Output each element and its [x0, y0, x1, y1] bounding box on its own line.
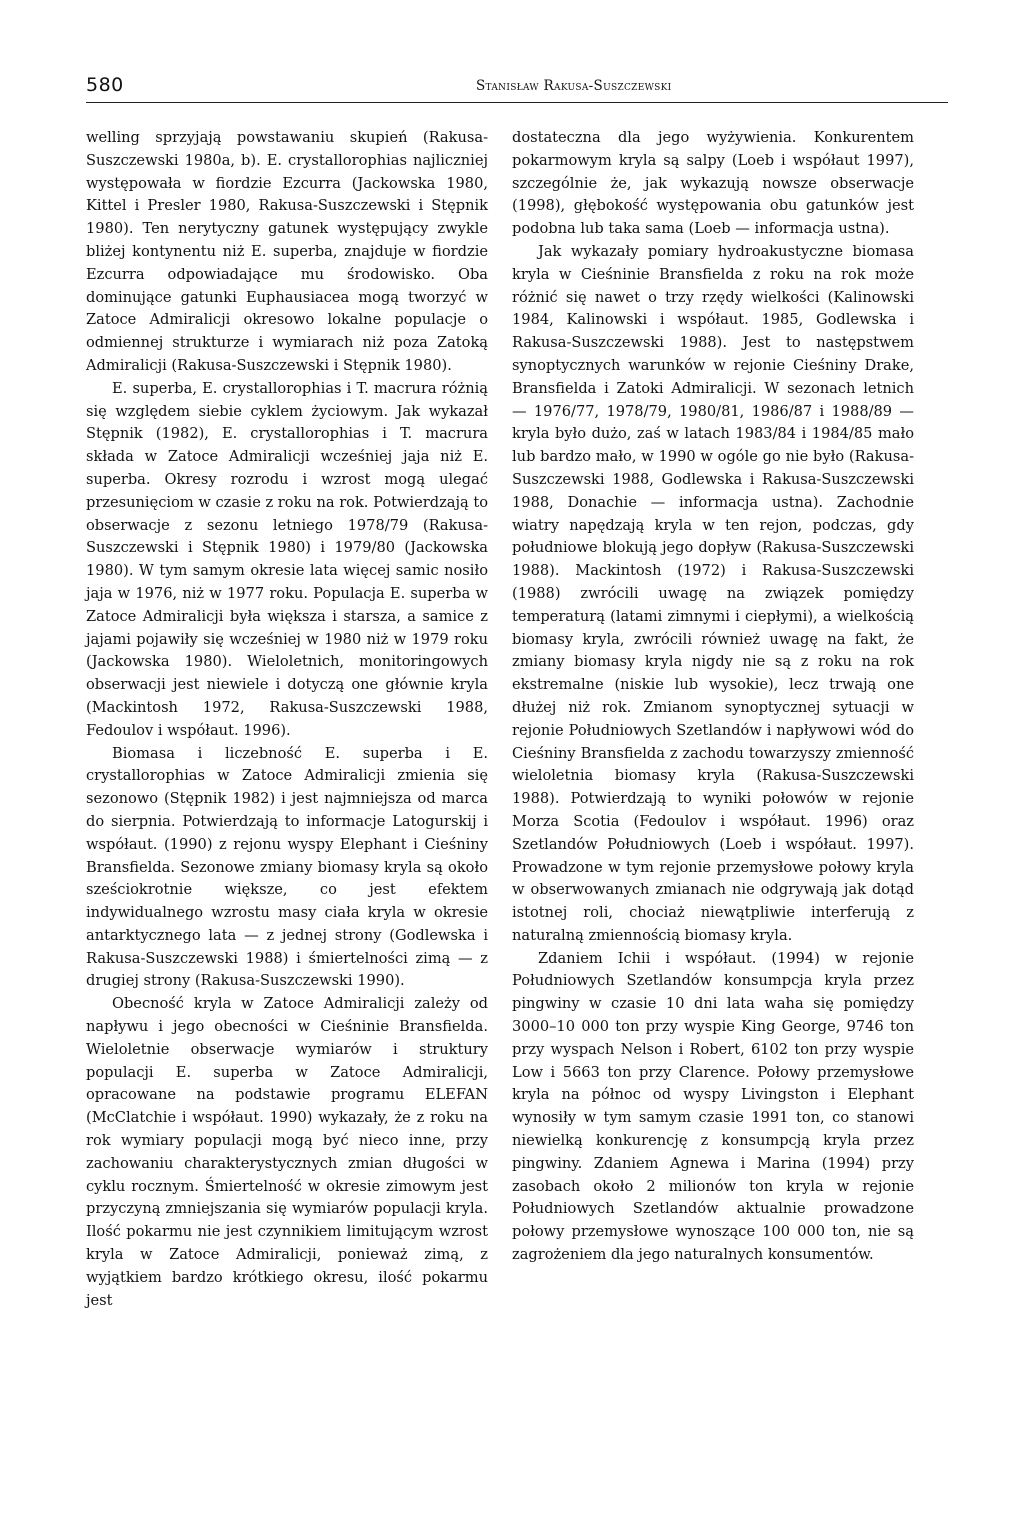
- page-header: [86, 72, 948, 103]
- left-text-column: [86, 127, 488, 1312]
- left-paragraph-2: E. superba, E. crystallorophias i T. macrura różnią się względem siebie cyklem życiowym. Jak wykazał Stępnik (1982), E. crystallorophias i T. macrura składa w Zatoce Admiralicji wcześniej jaja niż E. superba. Okresy rozrodu i wzrost mogą ulegać przesunięciom w czasie z roku na rok. Potwierdzają to obserwacje z sezonu letniego 1978/79 (Rakusa-Suszczewski i Stępnik 1980) i 1979/80 (Jackowska 1980). W tym samym okresie lata więcej samic nosiło jaja w 1976, niż w 1977 roku. Populacja E. superba w Zatoce Admiralicji była większa i starsza, a samice z jajami pojawiły się wcześniej w 1980 niż w 1979 roku (Jackowska 1980). Wieloletnich, monitoringowych obserwacji jest niewiele i dotyczą one głównie kryla (Mackintosh 1972, Rakusa-Suszczewski 1988, Fedoulov i współaut. 1996).: [86, 379, 488, 739]
- right-paragraph-1: dostateczna dla jego wyżywienia. Konkurentem pokarmowym kryla są salpy (Loeb i współaut 1997), szczególnie że, jak wykazują nowsze obserwacje (1998), głębokość występowania obu gatunków jest podobna lub taka sama (Loeb — informacja ustna).: [512, 129, 914, 238]
- page-number: 580: [86, 74, 124, 96]
- left-paragraph-4: Obecność kryla w Zatoce Admiralicji zależy od napływu i jego obecności w Cieśninie Bransfielda. Wieloletnie obserwacje wymiarów i struktury populacji E. superba w Zatoce Admiralicji, opracowane na podstawie programu ELEFAN (McClatchie i współaut. 1990) wykazały, że z roku na rok wymiary populacji mogą być nieco inne, przy zachowaniu charakterystycznych zmian długości w cyklu rocznym. Śmiertelność w okresie zimowym jest przyczyną zmniejszania się wymiarów populacji kryla. Ilość pokarmu nie jest czynnikiem limitującym wzrost kryla w Zatoce Admiralicji, ponieważ zimą, z wyjątkiem bardzo krótkiego okresu, ilość pokarmu jest: [86, 995, 488, 1309]
- left-paragraph-3: Biomasa i liczebność E. superba i E. crystallorophias w Zatoce Admiralicji zmienia się sezonowo (Stępnik 1982) i jest najmniejsza od marca do sierpnia. Potwierdzają to informacje Latogurskij i współaut. (1990) z rejonu wyspy Elephant i Cieśniny Bransfielda. Sezonowe zmiany biomasy kryla są około sześciokrotnie większe, co jest efektem indywidualnego wzrostu masy ciała kryla w okresie antarktycznego lata — z jednej strony (Godlewska i Rakusa-Suszczewski 1988) i śmiertelności zimą — z drugiej strony (Rakusa-Suszczewski 1990).: [86, 744, 488, 990]
- running-head-author: Stanisław Rakusa-Suszczewski: [476, 78, 672, 94]
- right-paragraph-3: Zdaniem Ichii i współaut. (1994) w rejonie Południowych Szetlandów konsumpcja kryla przez pingwiny w czasie 10 dni lata waha się pomiędzy 3000–10 000 ton przy wyspie King George, 9746 ton przy wyspach Nelson i Robert, 6102 ton przy wyspie Low i 5663 ton przy Clarence. Połowy przemysłowe kryla na północ od wyspy Livingston i Elephant wynosiły w tym samym czasie 1991 ton, co stanowi niewielką konkurencję z konsumpcją kryla przez pingwiny. Zdaniem Agnewa i Marina (1994) przy zasobach około 2 milionów ton kryla w rejonie Południowych Szetlandów aktualnie prowadzone połowy przemysłowe wynoszące 100 000 ton, nie są zagrożeniem dla jego naturalnych konsumentów.: [512, 949, 914, 1264]
- left-paragraph-1: welling sprzyjają powstawaniu skupień (Rakusa-Suszczewski 1980a, b). E. crystallorophias najliczniej występowała w fiordzie Ezcurra (Jackowska 1980, Kittel i Presler 1980, Rakusa-Suszczewski i Stępnik 1980). Ten nerytyczny gatunek występujący zwykle bliżej kontynentu niż E. superba, znajduje w fiordzie Ezcurra odpowiadające mu środowisko. Oba dominujące gatunki Euphausiacea mogą tworzyć w Zatoce Admiralicji okresowo lokalne populacje o odmiennej strukturze i wymiarach niż poza Zatoką Admiralicji (Rakusa-Suszczewski i Stępnik 1980).: [86, 129, 488, 374]
- right-text-column: [512, 127, 914, 1267]
- right-paragraph-2: Jak wykazały pomiary hydroakustyczne biomasa kryla w Cieśninie Bransfielda z roku na rok może różnić się nawet o trzy rzędy wielkości (Kalinowski 1984, Kalinowski i współaut. 1985, Godlewska i Rakusa-Suszczewski 1988). Jest to następstwem synoptycznych warunków w rejonie Cieśniny Drake, Bransfielda i Zatoki Admiralicji. W sezonach letnich — 1976/77, 1978/79, 1980/81, 1986/87 i 1988/89 — kryla było dużo, zaś w latach 1983/84 i 1984/85 mało lub bardzo mało, w 1990 w ogóle go nie było (Rakusa-Suszczewski 1988, Godlewska i Rakusa-Suszczewski 1988, Donachie — informacja ustna). Zachodnie wiatry napędzają kryla w ten rejon, podczas, gdy południowe blokują jego dopływ (Rakusa-Suszczewski 1988). Mackintosh (1972) i Rakusa-Suszczewski (1988) zwrócili uwagę na związek pomiędzy temperaturą (latami zimnymi i ciepłymi), a wielkością biomasy kryla, zwrócili również uwagę na fakt, że zmiany biomasy kryla nigdy nie są z roku na rok ekstremalne (niskie lub wysokie), lecz trwają one dłużej niż rok. Zmianom synoptycznej sytuacji w rejonie Południowych Szetlandów i napływowi wód do Cieśniny Bransfielda z zachodu towarzyszy zmienność wieloletnia biomasy kryla (Rakusa-Suszczewski 1988). Potwierdzają to wyniki połowów w rejonie Morza Scotia (Fedoulov i współaut. 1996) oraz Szetlandów Południowych (Loeb i współaut. 1997). Prowadzone w tym rejonie przemysłowe połowy kryla w obserwowanych zmianach nie odgrywają jak dotąd istotnej roli, chociaż niewątpliwie interferują z naturalną zmiennością biomasy kryla.: [512, 242, 914, 944]
